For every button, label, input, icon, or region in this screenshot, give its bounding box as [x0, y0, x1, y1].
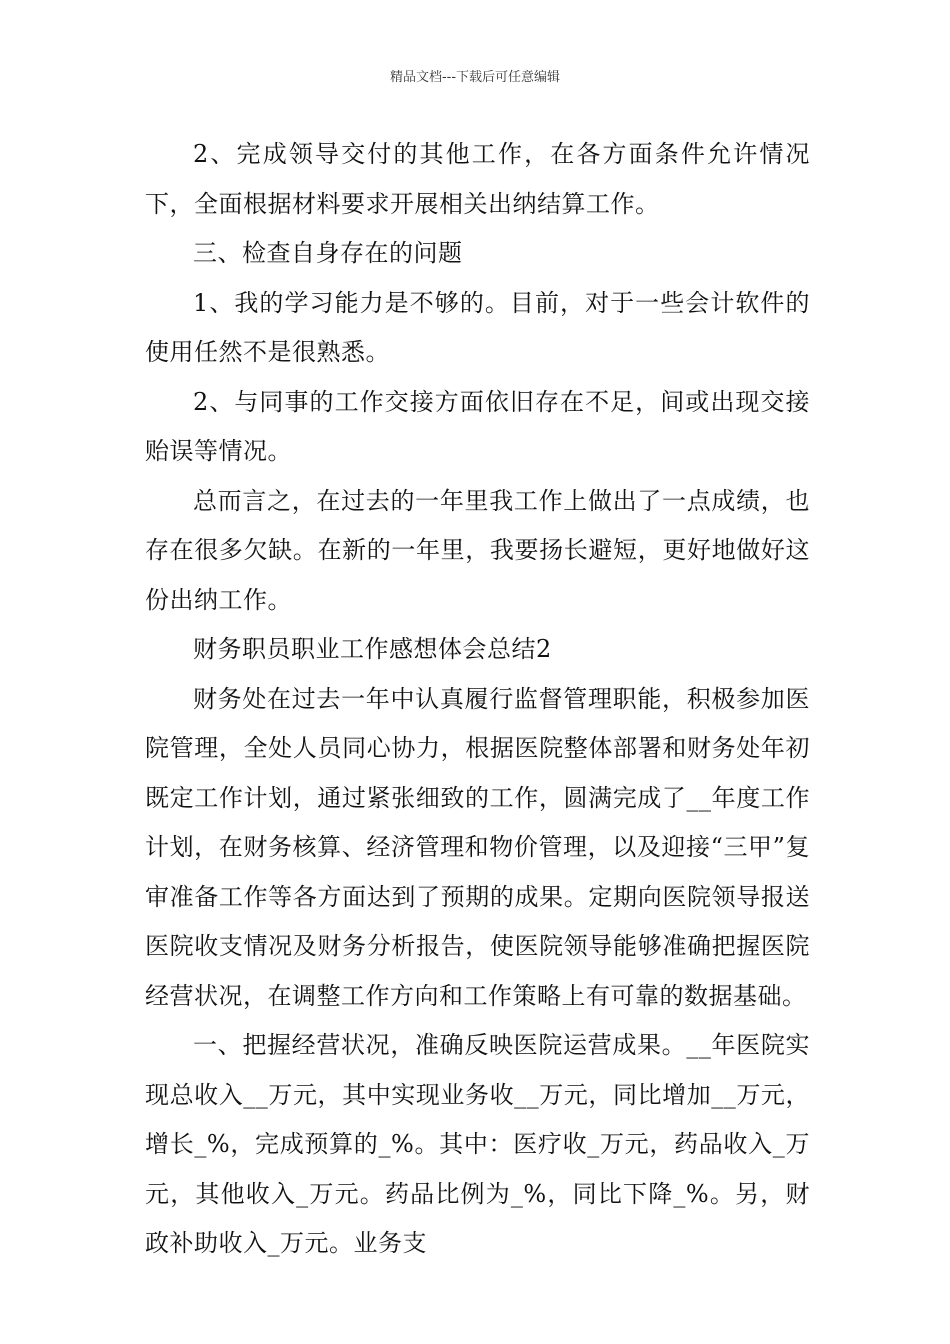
- article-title-2: 财务职员职业工作感想体会总结2: [193, 635, 552, 663]
- page-header: 精品文档---下载后可任意编辑: [389, 70, 561, 85]
- paragraph-finance-overview: 财务处在过去一年中认真履行监督管理职能，积极参加医院管理，全处人员同心协力，根据医院整体部署和财务处年初既定工作计划，通过紧张细致的工作，圆满完成了__年度工作计划，在财务核算、经济管理和物价管理，以及迎接“三甲”复审准备工作等各方面达到了预期的成果。定期向医院领导报送医院收支情况及财务分析报告，使医院领导能够准确把握医院经营状况，在调整工作方向和工作策略上有可靠的数据基础。: [145, 684, 810, 1010]
- paragraph-handover-issues: 2、与同事的工作交接方面依旧存在不足，间或出现交接贻误等情况。: [145, 387, 810, 465]
- paragraph-task-completion: 2、完成领导交付的其他工作，在各方面条件允许情况下，全面根据材料要求开展相关出纳结算工作。: [145, 140, 810, 218]
- section-heading-problems: 三、检查自身存在的问题: [193, 239, 463, 267]
- paragraph-conclusion: 总而言之，在过去的一年里我工作上做出了一点成绩，也存在很多欠缺。在新的一年里，我要扬长避短，更好地做好这份出纳工作。: [145, 486, 810, 614]
- paragraph-operating-results: 一、把握经营状况，准确反映医院运营成果。__年医院实现总收入__万元，其中实现业务收__万元，同比增加__万元，增长_%，完成预算的_%。其中：医疗收_万元，药品收入_万元，其他收入_万元。药品比例为_%，同比下降_%。另，财政补助收入_万元。业务支: [145, 1031, 810, 1257]
- paragraph-learning-ability: 1、我的学习能力是不够的。目前，对于一些会计软件的使用任然不是很熟悉。: [145, 288, 810, 366]
- document-body: [145, 130, 810, 1269]
